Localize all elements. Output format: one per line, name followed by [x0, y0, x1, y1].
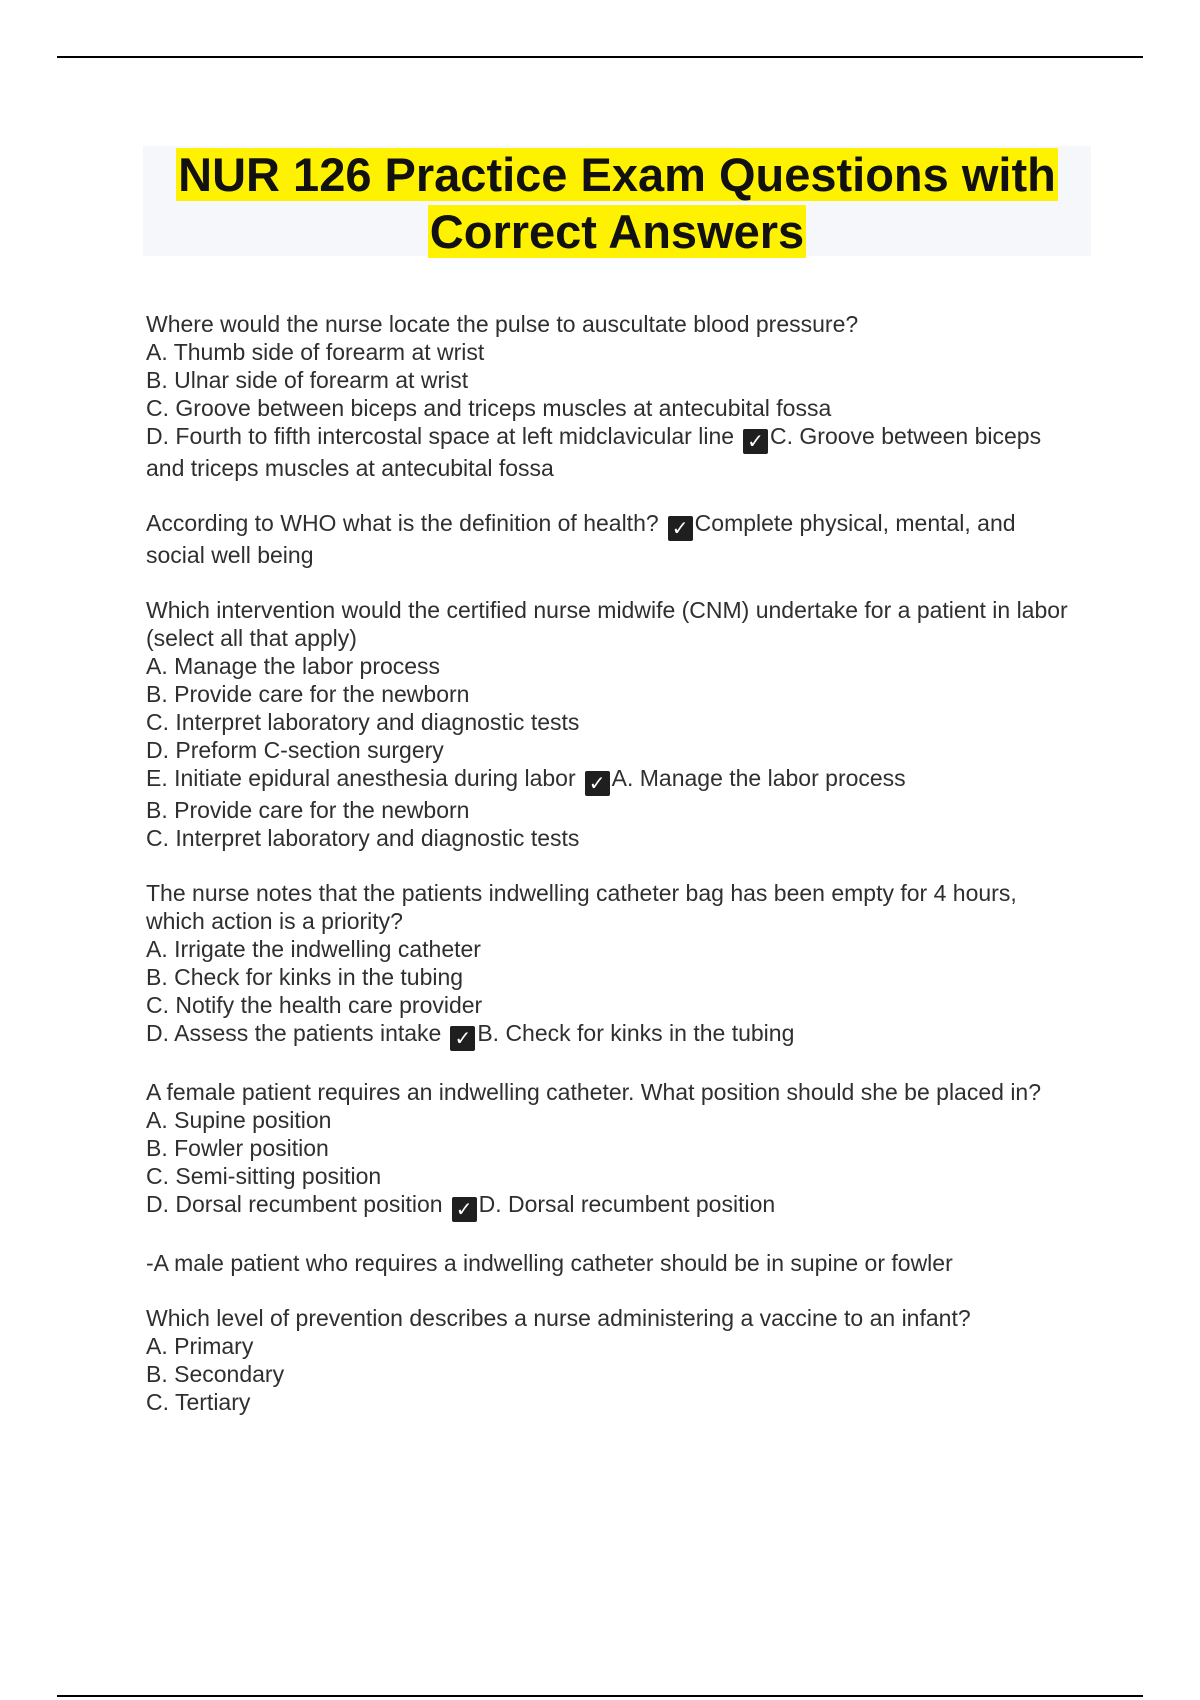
- title-banner: [143, 146, 1091, 256]
- option-text: A. Manage the labor process: [146, 653, 441, 679]
- title-line-2: Correct Answers: [429, 205, 805, 258]
- option-line: [146, 963, 1076, 991]
- question-text-line: [146, 509, 1076, 569]
- option-text: D. Dorsal recumbent position: [146, 1191, 443, 1217]
- question-text: Where would the nurse locate the pulse to auscultate blood pressure?: [146, 311, 859, 337]
- option-text: C. Semi-sitting position: [146, 1163, 382, 1189]
- option-line: [146, 764, 1076, 796]
- question-text-line: [146, 310, 1076, 338]
- note-text: -A male patient who requires a indwelling catheter should be in supine or fowler: [146, 1250, 953, 1276]
- option-text: A. Primary: [146, 1333, 254, 1359]
- question-text: According to WHO what is the definition of health?: [146, 510, 659, 536]
- option-text: D. Preform C-section surgery: [146, 737, 444, 763]
- option-line: [146, 1190, 1076, 1222]
- answer-text: B. Check for kinks in the tubing: [477, 1020, 795, 1046]
- question-text-line: [146, 596, 1076, 652]
- option-text: C. Notify the health care provider: [146, 992, 483, 1018]
- checkmark-icon: ✓: [743, 429, 768, 454]
- option-line: [146, 708, 1076, 736]
- option-line: [146, 680, 1076, 708]
- option-line: [146, 1162, 1076, 1190]
- checkmark-icon: ✓: [450, 1026, 475, 1051]
- option-text: A. Thumb side of forearm at wrist: [146, 339, 485, 365]
- option-text: B. Provide care for the newborn: [146, 681, 470, 707]
- option-text: A. Irrigate the indwelling catheter: [146, 936, 481, 962]
- option-line: [146, 1134, 1076, 1162]
- option-text: D. Fourth to fifth intercostal space at left midclavicular line: [146, 423, 735, 449]
- answer-text: C. Interpret laboratory and diagnostic tests: [146, 825, 580, 851]
- option-text: D. Assess the patients intake: [146, 1020, 442, 1046]
- option-line: [146, 935, 1076, 963]
- option-text: E. Initiate epidural anesthesia during labor: [146, 765, 576, 791]
- answer-line: [146, 824, 1076, 852]
- option-line: [146, 422, 1076, 482]
- answer-text: D. Dorsal recumbent position: [478, 1191, 776, 1217]
- question-block: [146, 596, 1076, 852]
- option-line: [146, 366, 1076, 394]
- option-line: [146, 338, 1076, 366]
- question-block: [146, 1078, 1076, 1222]
- answer-text: C. Groove between biceps and triceps muscles at antecubital fossa: [146, 423, 1042, 481]
- option-text: C. Interpret laboratory and diagnostic tests: [146, 709, 580, 735]
- answer-line: [146, 796, 1076, 824]
- question-block: [146, 509, 1076, 569]
- answer-text: Complete physical, mental, and social well being: [146, 510, 1016, 568]
- option-text: C. Tertiary: [146, 1389, 251, 1415]
- page-title: [143, 146, 1091, 260]
- question-text-line: [146, 1078, 1076, 1106]
- question-text: Which level of prevention describes a nurse administering a vaccine to an infant?: [146, 1305, 971, 1331]
- title-line-1: NUR 126 Practice Exam Questions with: [178, 148, 1056, 201]
- question-block: [146, 1304, 1076, 1416]
- option-line: [146, 394, 1076, 422]
- top-rule: [57, 56, 1143, 58]
- question-list: [146, 310, 1076, 1443]
- checkmark-icon: ✓: [668, 516, 693, 541]
- question-text: A female patient requires an indwelling catheter. What position should she be placed in?: [146, 1079, 1042, 1105]
- option-line: [146, 1019, 1076, 1051]
- option-text: B. Fowler position: [146, 1135, 329, 1161]
- checkmark-icon: ✓: [452, 1197, 477, 1222]
- option-text: B. Secondary: [146, 1361, 285, 1387]
- option-line: [146, 991, 1076, 1019]
- option-text: B. Check for kinks in the tubing: [146, 964, 464, 990]
- option-line: [146, 736, 1076, 764]
- question-text-line: [146, 879, 1076, 935]
- option-line: [146, 652, 1076, 680]
- option-text: C. Groove between biceps and triceps muscles at antecubital fossa: [146, 395, 832, 421]
- question-text: The nurse notes that the patients indwelling catheter bag has been empty for 4 hours, which action is a priority?: [146, 880, 1017, 934]
- answer-text: B. Provide care for the newborn: [146, 797, 470, 823]
- question-block: [146, 879, 1076, 1051]
- question-block: [146, 310, 1076, 482]
- question-text: Which intervention would the certified nurse midwife (CNM) undertake for a patient in labor (select all that apply): [146, 597, 1068, 651]
- option-text: B. Ulnar side of forearm at wrist: [146, 367, 469, 393]
- bottom-rule: [57, 1695, 1143, 1697]
- option-text: A. Supine position: [146, 1107, 332, 1133]
- option-line: [146, 1106, 1076, 1134]
- checkmark-icon: ✓: [585, 771, 610, 796]
- answer-text: A. Manage the labor process: [611, 765, 906, 791]
